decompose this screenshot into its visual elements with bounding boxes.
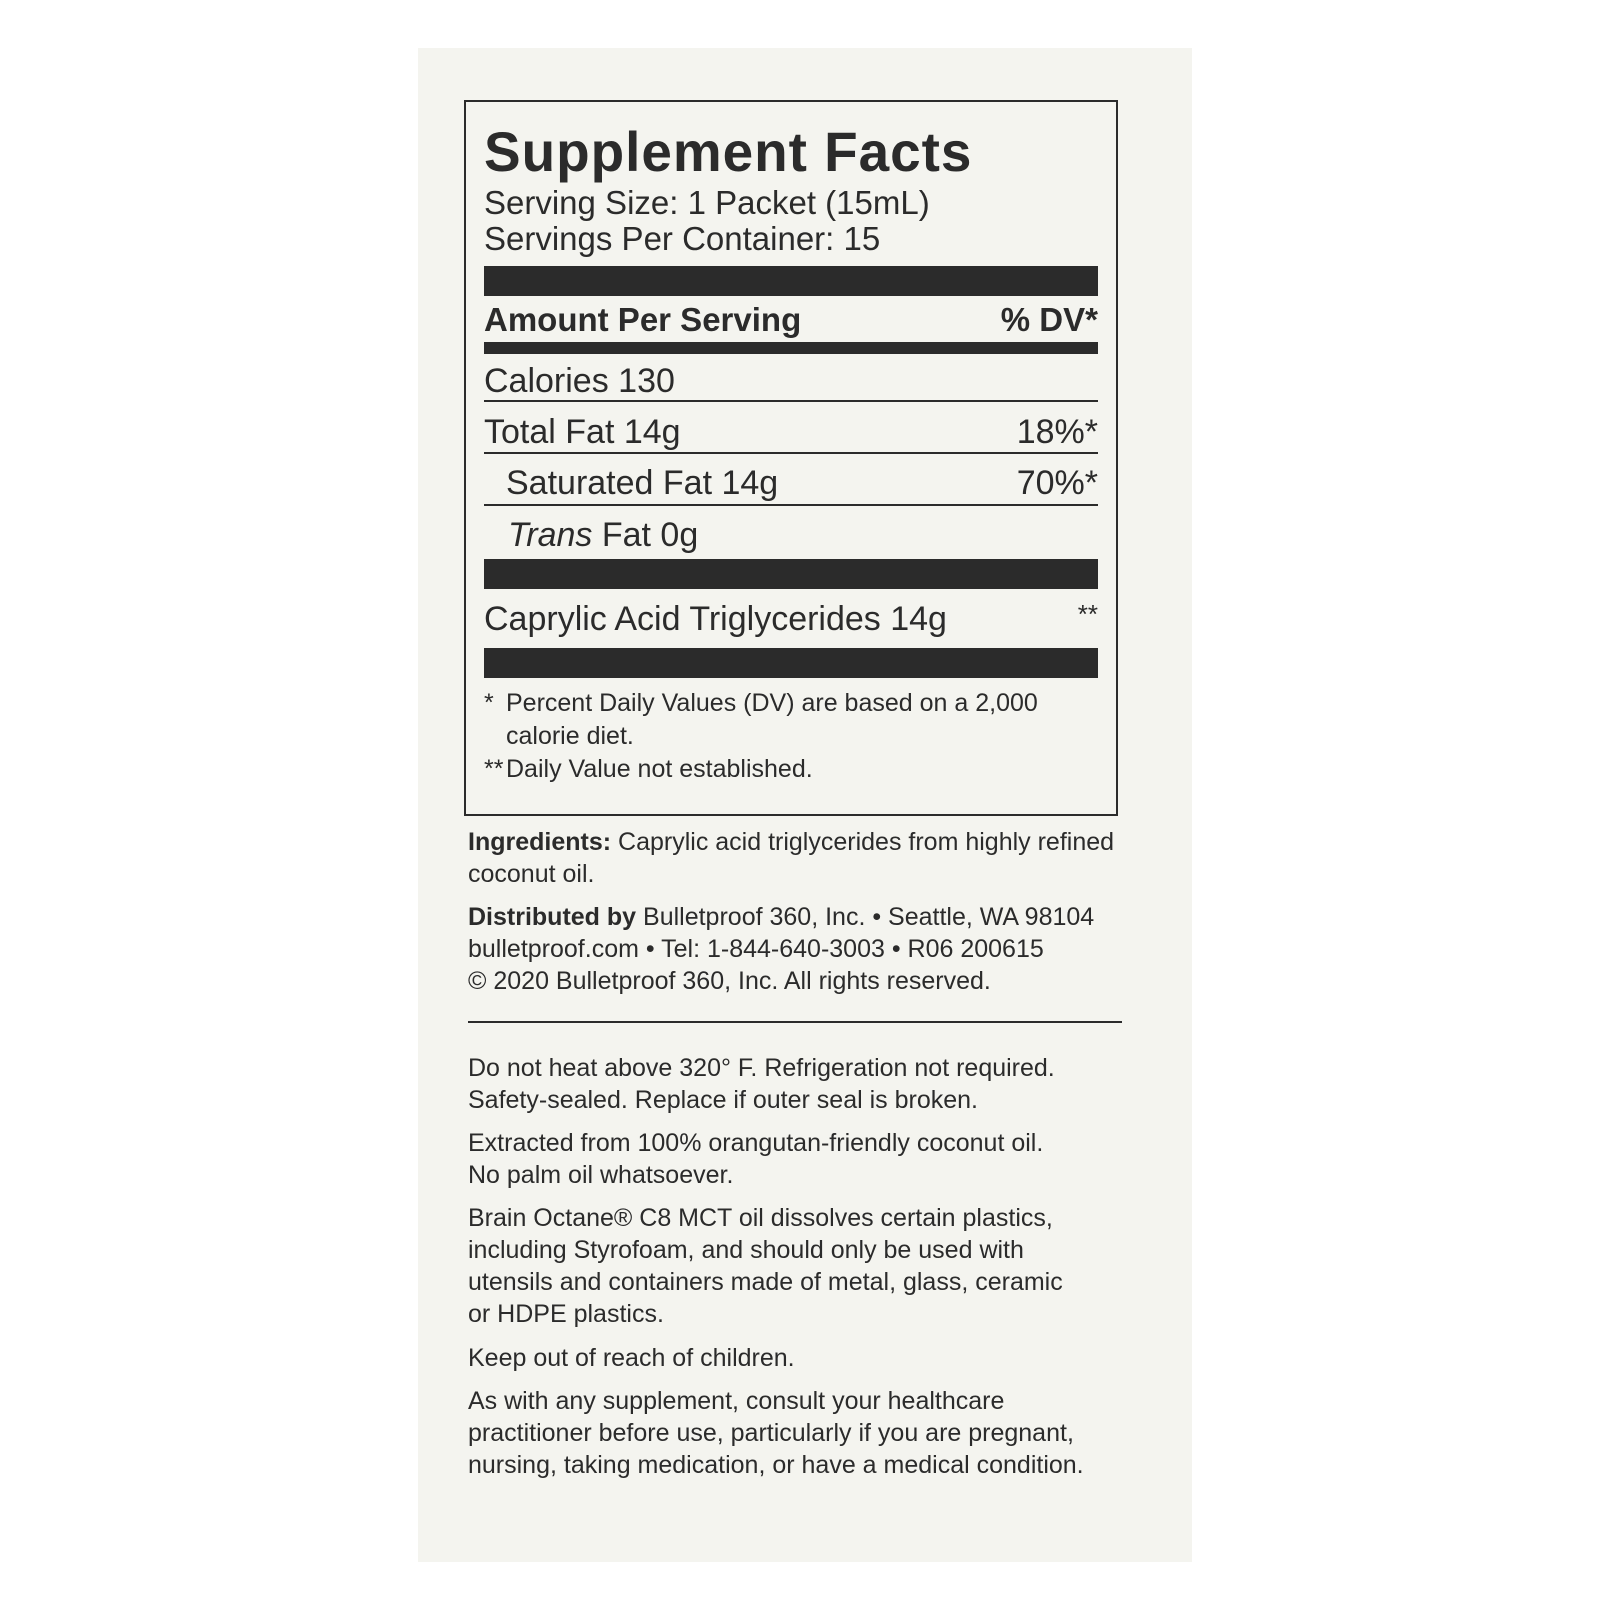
nutrient-label: Fat 0g bbox=[592, 516, 699, 554]
note-heat: Do not heat above 320° F. Refrigeration not required. bbox=[468, 1054, 1055, 1082]
note-consult: nursing, taking medication, or have a medical condition. bbox=[468, 1451, 1084, 1479]
note-consult: As with any supplement, consult your healthcare bbox=[468, 1387, 1005, 1415]
copyright-line: © 2020 Bulletproof 360, Inc. All rights reserved. bbox=[468, 967, 991, 995]
nutrient-label: Caprylic Acid Triglycerides 14g bbox=[484, 600, 947, 638]
label-panel bbox=[418, 48, 1192, 1562]
distributor-line2: bulletproof.com • Tel: 1-844-640-3003 • R06 200615 bbox=[468, 935, 1044, 963]
ingredients-line2: coconut oil. bbox=[468, 860, 595, 888]
ingredients-label: Ingredients: bbox=[468, 828, 612, 856]
note-heat: Safety-sealed. Replace if outer seal is broken. bbox=[468, 1086, 978, 1114]
section-divider bbox=[468, 1021, 1122, 1023]
nutrient-dv: 18%* bbox=[1016, 413, 1098, 451]
thick-divider bbox=[484, 559, 1098, 589]
distributor-line1: Distributed by Bulletproof 360, Inc. • Seattle, WA 98104 bbox=[468, 903, 1095, 931]
row-divider bbox=[484, 400, 1098, 402]
serving-size: Serving Size: 1 Packet (15mL) bbox=[484, 184, 930, 221]
ingredients-line1: Ingredients: Caprylic acid triglycerides from highly refined bbox=[468, 828, 1115, 856]
row-divider bbox=[484, 504, 1098, 506]
nutrient-label: Calories 130 bbox=[484, 362, 675, 400]
footnote-dv-line1: Percent Daily Values (DV) are based on a 2,000 bbox=[506, 689, 1038, 717]
nutrient-dv: ** bbox=[1077, 599, 1098, 629]
footnote-mark: ** bbox=[484, 755, 504, 783]
note-children: Keep out of reach of children. bbox=[468, 1344, 795, 1372]
facts-title: Supplement Facts bbox=[484, 120, 973, 183]
nutrient-row-total-fat bbox=[484, 412, 1098, 452]
note-source: No palm oil whatsoever. bbox=[468, 1161, 734, 1189]
amount-header: Amount Per Serving bbox=[484, 301, 802, 338]
note-plastics: including Styrofoam, and should only be used with bbox=[468, 1236, 1024, 1264]
distributor-label: Distributed by bbox=[468, 903, 637, 931]
nutrient-row-trans-fat bbox=[484, 515, 1098, 555]
nutrient-row-saturated-fat bbox=[484, 463, 1098, 503]
note-consult: practitioner before use, particularly if you are pregnant, bbox=[468, 1419, 1074, 1447]
footnote-not-established: Daily Value not established. bbox=[506, 755, 813, 783]
note-plastics: Brain Octane® C8 MCT oil dissolves certain plastics, bbox=[468, 1204, 1053, 1232]
nutrient-dv: 70%* bbox=[1016, 464, 1098, 502]
nutrient-label: Saturated Fat 14g bbox=[506, 464, 779, 502]
thick-divider bbox=[484, 648, 1098, 678]
footnote-mark: * bbox=[484, 689, 494, 717]
medium-divider bbox=[484, 342, 1098, 354]
nutrient-label: Total Fat 14g bbox=[484, 413, 681, 451]
nutrient-row-calories bbox=[484, 361, 1098, 401]
dv-header: % DV* bbox=[1000, 301, 1098, 338]
footnote-dv-line2: calorie diet. bbox=[506, 722, 634, 750]
note-plastics: utensils and containers made of metal, glass, ceramic bbox=[468, 1268, 1063, 1296]
nutrient-label-italic: Trans bbox=[508, 516, 593, 554]
row-divider bbox=[484, 452, 1098, 454]
servings-per-container: Servings Per Container: 15 bbox=[484, 220, 881, 257]
note-source: Extracted from 100% orangutan-friendly coconut oil. bbox=[468, 1129, 1044, 1157]
thick-divider bbox=[484, 266, 1098, 296]
amount-header-row bbox=[484, 300, 1098, 340]
note-plastics: or HDPE plastics. bbox=[468, 1300, 664, 1328]
supplement-facts-box bbox=[464, 100, 1118, 816]
nutrient-row-caprylic bbox=[484, 599, 1098, 639]
